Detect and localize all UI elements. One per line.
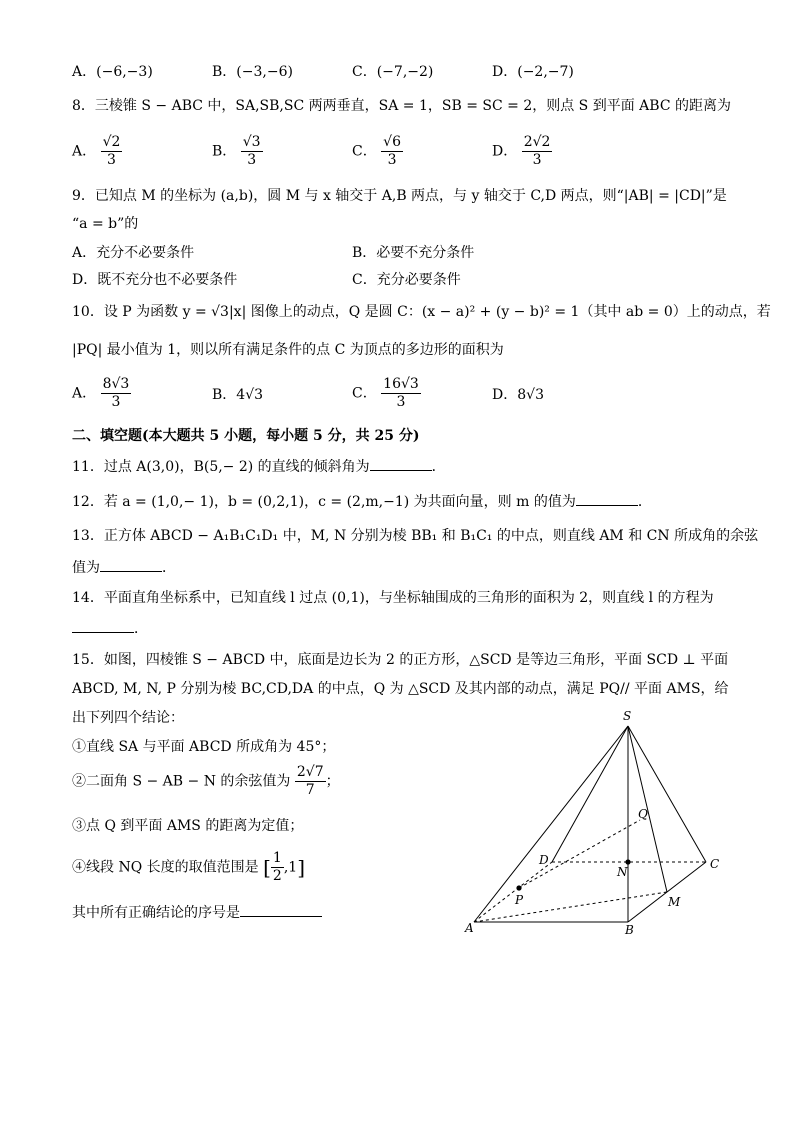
- q15-conclusion-4: ④线段 NQ 长度的取值范围是 [ $\frac{1}{2}$ ,1]: [72, 850, 305, 884]
- label-D: D: [539, 853, 549, 867]
- label-N: N: [617, 865, 628, 879]
- q8-option-c: C． $\frac{√6}{3}$: [352, 134, 401, 168]
- q15-conclusion-3: ③点 Q 到平面 AMS 的距离为定值；: [72, 818, 304, 834]
- q10-stem-line2: |PQ| 最小值为 1，则以所有满足条件的点 C 为顶点的多边形的面积为: [72, 342, 504, 358]
- edge-AM: [474, 892, 667, 922]
- q8-option-b: B． $\frac{√3}{3}$: [212, 134, 261, 168]
- q15-line1: 15．如图，四棱锥 S − ABCD 中，底面是边长为 2 的正方形，△SCD 是等边三角形，平面 SCD ⊥ 平面: [72, 652, 729, 668]
- q13-line1: 13．正方体 ABCD − A₁B₁C₁D₁ 中，M, N 分别为棱 BB₁ 和 B₁C₁ 的中点，则直线 AM 和 CN 所成角的余弦: [72, 528, 759, 544]
- label-P: P: [515, 893, 524, 907]
- q14-line1: 14．平面直角坐标系中，已知直线 l 过点 (0,1)，与坐标轴围成的三角形的面积为 2，则直线 l 的方程为: [72, 590, 714, 606]
- point-P: [516, 885, 521, 890]
- q8-option-a: A． $\frac{√2}{3}$: [72, 134, 121, 168]
- label-C: C: [710, 857, 720, 871]
- q10-stem-line1: 10．设 P 为函数 y = √3|x| 图像上的动点，Q 是圆 C：(x − a)² + (y − b)² = 1（其中 ab = 0）上的动点，若: [72, 304, 771, 320]
- edge-SC: [628, 726, 706, 862]
- q10-option-c: C． $\frac{16√3}{3}$: [352, 376, 419, 410]
- point-N: [625, 859, 630, 864]
- q14-blank: ．: [72, 618, 148, 639]
- q10-option-b: B．4√3: [212, 387, 264, 403]
- q15-conclusion-1: ①直线 SA 与平面 ABCD 所成角为 45°；: [72, 739, 336, 755]
- label-Q: Q: [638, 807, 648, 821]
- q7-option-a: A．(−6,−3): [72, 64, 153, 80]
- q7-option-c: C．(−7,−2): [352, 64, 434, 80]
- edge-AD: [474, 862, 552, 922]
- q10-option-d: D．8√3: [492, 387, 544, 403]
- q8-option-d: D． $\frac{2√2}{3}$: [492, 134, 551, 168]
- q15-line2: ABCD, M, N, P 分别为棱 BC,CD,DA 的中点，Q 为 △SCD 及其内部的动点，满足 PQ// 平面 AMS，给: [72, 681, 729, 697]
- q9-option-b: B．必要不充分条件: [352, 245, 475, 261]
- q10-option-a: A． $\frac{8√3}{3}$: [72, 376, 130, 410]
- q9-option-a: A．充分不必要条件: [72, 245, 195, 261]
- label-S: S: [623, 709, 632, 723]
- q12: 12．若 a = (1,0,− 1)，b = (0,2,1)，c = (2,m,−1) 为共面向量，则 m 的值为 ．: [72, 491, 652, 512]
- q9-stem-line1: 9．已知点 M 的坐标为 (a,b)，圆 M 与 x 轴交于 A,B 两点，与 y 轴交于 C,D 两点，则“|AB| = |CD|”是: [72, 188, 727, 204]
- pyramid-figure: [462, 702, 752, 942]
- q13-line2: 值为 ．: [72, 557, 176, 578]
- q7-option-b: B．(−3,−6): [212, 64, 293, 80]
- edge-SD: [552, 726, 628, 862]
- q15-tail: 其中所有正确结论的序号是: [72, 902, 322, 923]
- label-M: M: [668, 895, 681, 909]
- edge-SA: [474, 726, 628, 922]
- q15-line3: 出下列四个结论：: [72, 710, 184, 726]
- q9-option-d: D．既不充分也不必要条件: [72, 272, 238, 288]
- q11: 11．过点 A(3,0)，B(5,− 2) 的直线的倾斜角为 ．: [72, 456, 446, 477]
- q9-option-c: C．充分必要条件: [352, 272, 461, 288]
- label-B: B: [625, 923, 634, 937]
- q7-option-d: D．(−2,−7): [492, 64, 574, 80]
- label-A: A: [465, 921, 474, 935]
- q9-stem-line2: “a = b”的: [72, 216, 139, 232]
- q15-conclusion-2: ②二面角 S − AB − N 的余弦值为 $\frac{2√7}{7}$ ；: [72, 764, 340, 798]
- q8-stem: 8．三棱锥 S − ABC 中，SA,SB,SC 两两垂直，SA = 1，SB = SC = 2，则点 S 到平面 ABC 的距离为: [72, 98, 731, 114]
- section-2-title: 二、填空题(本大题共 5 小题，每小题 5 分，共 25 分): [72, 428, 420, 444]
